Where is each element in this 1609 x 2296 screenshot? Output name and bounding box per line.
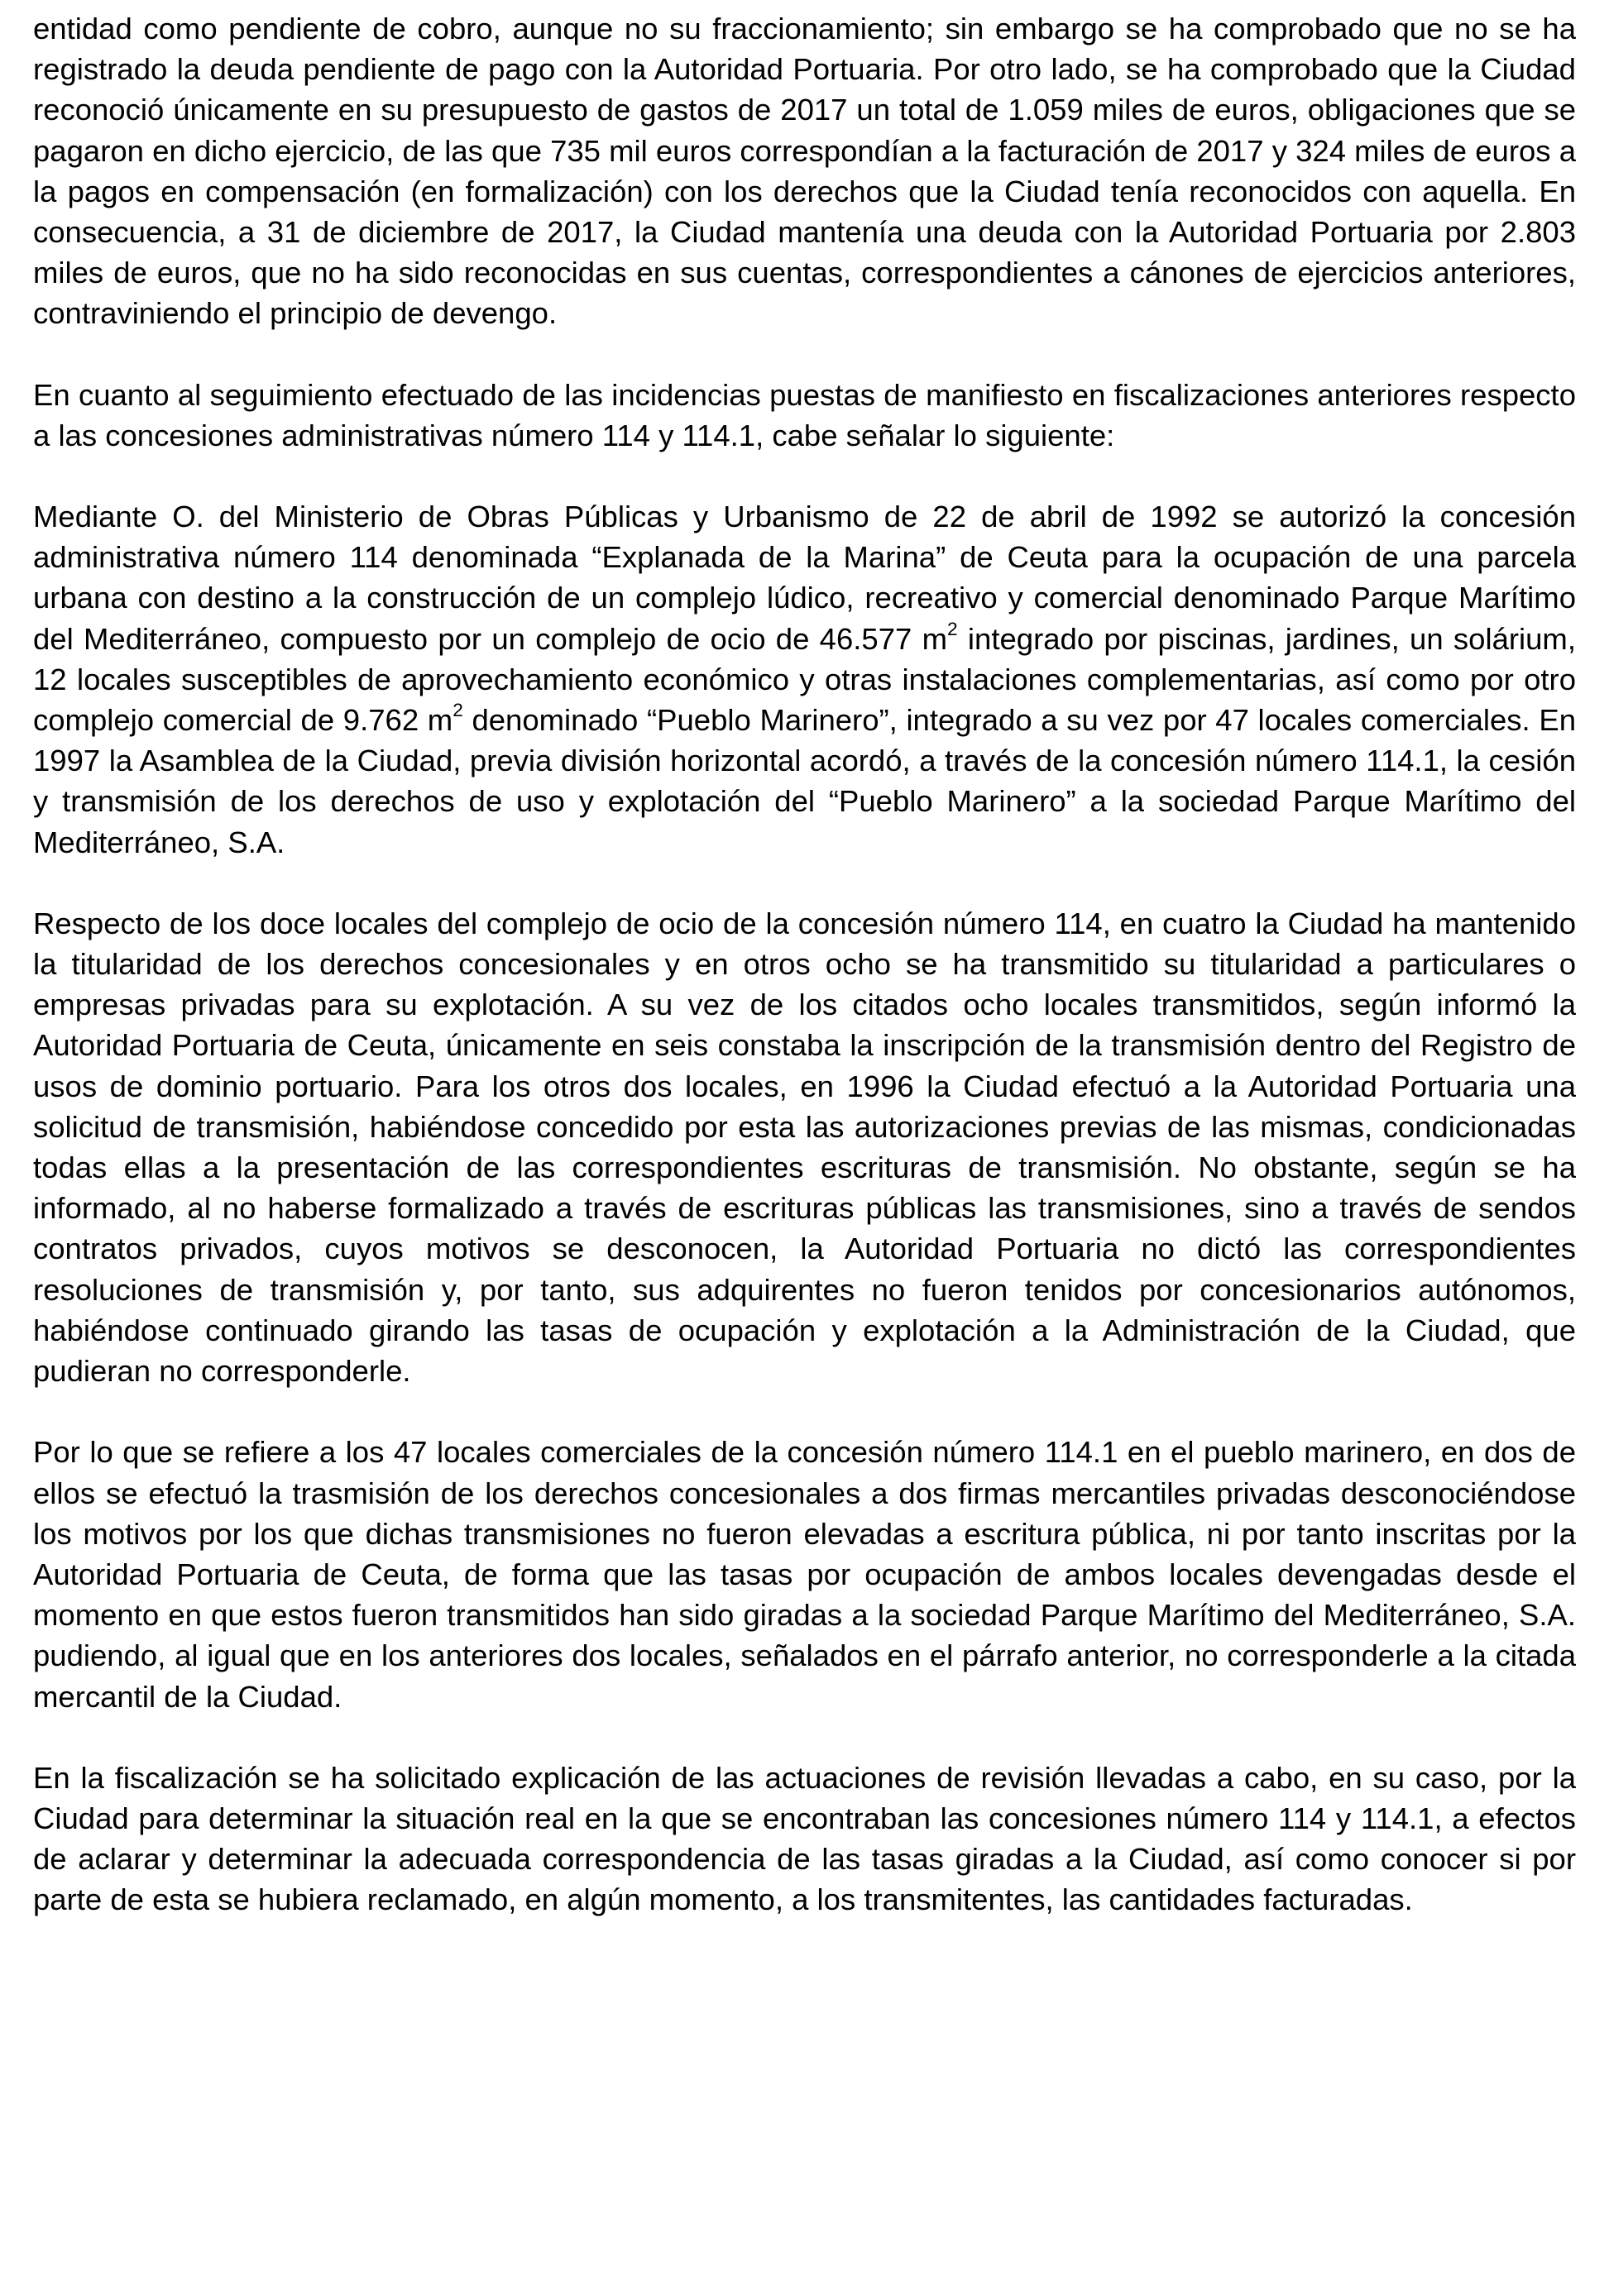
paragraph-47-premises: Por lo que se refiere a los 47 locales comerciales de la concesión número 114.1 en el pueblo marinero, en dos de ellos se efectuó la trasmisión de los derechos concesionales a dos firmas mercantiles privadas desconociéndose los motivos por los que dichas transmisiones no fueron elevadas a escritura pública, ni por tanto inscritas por la Autoridad Portuaria de Ceuta, de forma que las tasas por ocupación de ambos locales devengadas desde el momento en que estos fueron transmitidos han sido giradas a la sociedad Parque Marítimo del Mediterráneo, S.A. pudiendo, al igual que en los anteriores dos locales, señalados en el párrafo anterior, no corresponderle a la citada mercantil de la Ciudad. <box>33 1435 1576 1714</box>
paragraph-concession-114 <box>33 496 1576 863</box>
concession-text-part-1: Mediante O. del Ministerio de Obras Públicas y Urbanismo de 22 de abril de 1992 se autorizó la concesión administrativa número 114 denominada “Explanada de la Marina” de Ceuta para la ocupación de una parcela urbana con destino a la construcción de un complejo lúdico, recreativo y comercial denominado Parque Marítimo del Mediterráneo, compuesto por un complejo de ocio de 46.577 m <box>33 500 1576 656</box>
concession-text-part-3: denominado “Pueblo Marinero”, integrado a su vez por 47 locales comerciales. En 1997 la Asamblea de la Ciudad, previa división horizontal acordó, a través de la concesión número 114.1, la cesión y transmisión de los derechos de uso y explotación del “Pueblo Marinero” a la sociedad Parque Marítimo del Mediterráneo, S.A. <box>33 703 1576 859</box>
superscript-squared: 2 <box>947 618 958 639</box>
concession-text-part-2: integrado por piscinas, jardines, un solárium, 12 locales susceptibles de aprovechamiento económico y otras instalaciones complementarias, así como por otro complejo comercial de 9.762 m <box>33 621 1576 738</box>
paragraph-debt-recognition: entidad como pendiente de cobro, aunque no su fraccionamiento; sin embargo se ha comprobado que no se ha registrado la deuda pendiente de pago con la Autoridad Portuaria. Por otro lado, se ha comprobado que la Ciudad reconoció únicamente en su presupuesto de gastos de 2017 un total de 1.059 miles de euros, obligaciones que se pagaron en dicho ejercicio, de las que 735 mil euros correspondían a la facturación de 2017 y 324 miles de euros a la pagos en compensación (en formalización) con los derechos que la Ciudad tenía reconocidos con aquella. En consecuencia, a 31 de diciembre de 2017, la Ciudad mantenía una deuda con la Autoridad Portuaria por 2.803 miles de euros, que no ha sido reconocidas en sus cuentas, correspondientes a cánones de ejercicios anteriores, contraviniendo el principio de devengo. <box>33 12 1576 331</box>
superscript-squared: 2 <box>453 700 463 721</box>
paragraph-twelve-premises: Respecto de los doce locales del complejo de ocio de la concesión número 114, en cuatro la Ciudad ha mantenido la titularidad de los derechos concesionales y en otros ocho se ha transmitido su titularidad a particulares o empresas privadas para su explotación. A su vez de los citados ocho locales transmitidos, según informó la Autoridad Portuaria de Ceuta, únicamente en seis constaba la inscripción de la transmisión dentro del Registro de usos de dominio portuario. Para los otros dos locales, en 1996 la Ciudad efectuó a la Autoridad Portuaria una solicitud de transmisión, habiéndose concedido por esta las autorizaciones previas de las mismas, condicionadas todas ellas a la presentación de las correspondientes escrituras de transmisión. No obstante, según se ha informado, al no haberse formalizado a través de escrituras públicas las transmisiones, sino a través de sendos contratos privados, cuyos motivos se desconocen, la Autoridad Portuaria no dictó las correspondientes resoluciones de transmisión y, por tanto, sus adquirentes no fueron tenidos por concesionarios autónomos, habiéndose continuado girando las tasas de ocupación y explotación a la Administración de la Ciudad, que pudieran no corresponderle. <box>33 906 1576 1389</box>
document-page <box>33 8 1576 1921</box>
paragraph-follow-up-intro: En cuanto al seguimiento efectuado de las incidencias puestas de manifiesto en fiscalizaciones anteriores respecto a las concesiones administrativas número 114 y 114.1, cabe señalar lo siguiente: <box>33 377 1576 452</box>
paragraph-review-request: En la fiscalización se ha solicitado explicación de las actuaciones de revisión llevadas a cabo, en su caso, por la Ciudad para determinar la situación real en la que se encontraban las concesiones número 114 y 114.1, a efectos de aclarar y determinar la adecuada correspondencia de las tasas giradas a la Ciudad, así como conocer si por parte de esta se hubiera reclamado, en algún momento, a los transmitentes, las cantidades facturadas. <box>33 1760 1576 1917</box>
